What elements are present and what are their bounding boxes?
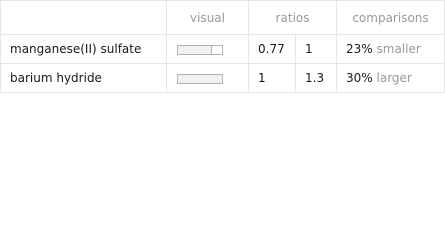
header-row [1,1,445,35]
comparison-value: 23% [346,42,373,56]
row-name: barium hydride [1,64,167,93]
bar-track [177,45,223,55]
bar-fill [178,46,212,54]
visual-cell [167,35,249,64]
visual-cell [167,64,249,93]
comparison-cell [337,35,445,64]
ratio-a: 0.77 [249,35,296,64]
ratio-b: 1 [296,35,337,64]
bar-track [177,74,223,84]
table-row [1,35,445,64]
ratio-a: 1 [249,64,296,93]
comparison-cell [337,64,445,93]
comparison-value: 30% [346,71,373,85]
comparison-word: larger [376,71,412,85]
header-visual: visual [167,1,249,35]
bar-fill [178,75,222,83]
row-name: manganese(II) sulfate [1,35,167,64]
comparison-word: smaller [376,42,421,56]
header-comparisons: comparisons [337,1,445,35]
header-corner [1,1,167,35]
header-ratios: ratios [249,1,337,35]
table-row [1,64,445,93]
ratio-b: 1.3 [296,64,337,93]
comparison-table [0,0,445,93]
